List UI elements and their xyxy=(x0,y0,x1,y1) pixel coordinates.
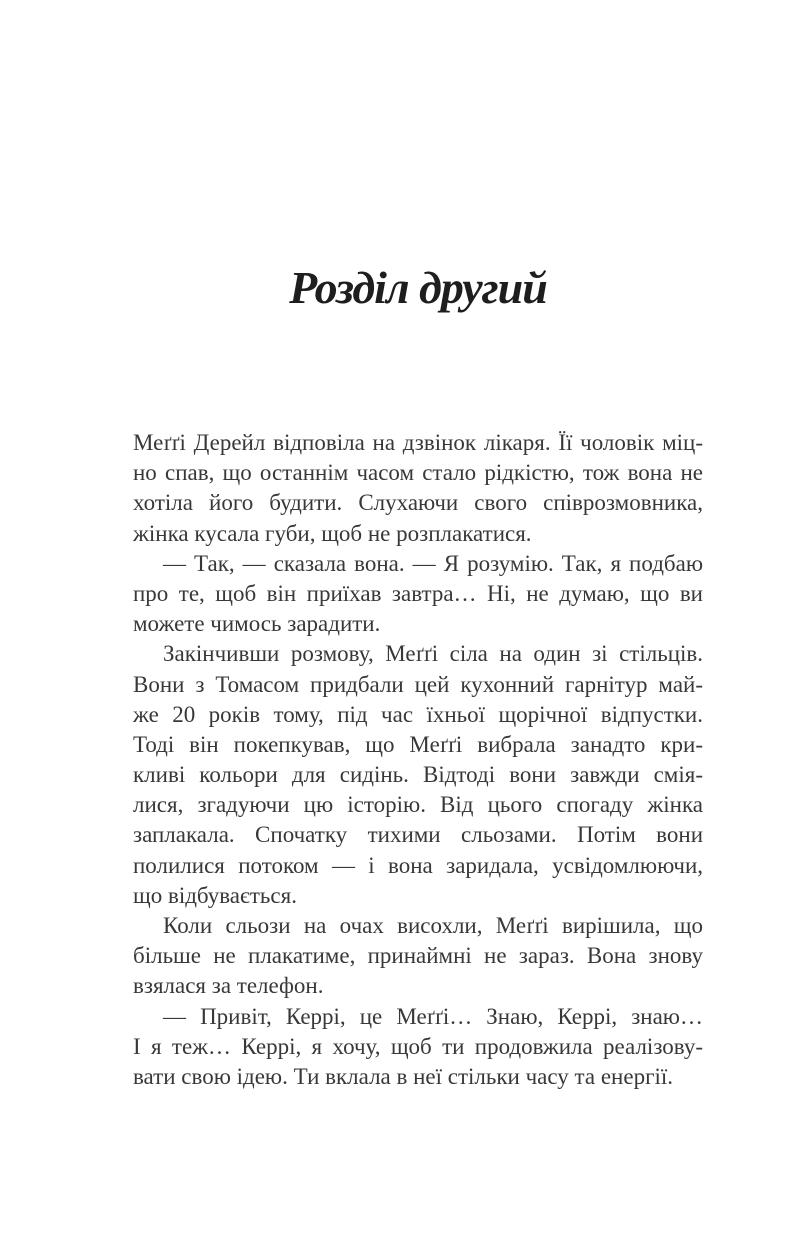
text-line: вати свою ідею. Ти вклала в неї стільки часу та енергії. xyxy=(133,1063,674,1089)
text-line: жінка кусала губи, щоб не розплакатися. xyxy=(133,520,532,546)
paragraph xyxy=(133,1002,703,1093)
text-line: Закінчивши розмову, Меґґі сіла на один зі стільців. xyxy=(163,641,703,667)
text-line: що відбувається. xyxy=(133,882,297,908)
paragraph xyxy=(133,639,703,911)
text-line: взялася за телефон. xyxy=(133,973,324,999)
text-line: про те, щоб він приїхав завтра… Ні, не думаю, що ви xyxy=(133,580,703,606)
text-line: лися, згадуючи цю історію. Від цього спогаду жінка xyxy=(133,792,703,818)
text-line: же 20 років тому, під час їхньої щорічної відпустки. xyxy=(133,701,703,727)
text-line: Меґґі Дерейл відповіла на дзвінок лікаря. Її чоловік міц- xyxy=(133,430,703,455)
text-block xyxy=(133,428,703,1092)
text-line: хотіла його будити. Слухаючи свого співрозмовника, xyxy=(133,490,703,516)
text-line: І я теж… Керрі, я хочу, щоб ти продовжила реалізову- xyxy=(133,1033,703,1059)
text-line: Тоді він покепкував, що Меґґі вибрала занадто кри- xyxy=(133,731,703,757)
text-line: більше не плакатиме, принаймні не зараз. Вона знову xyxy=(133,943,703,969)
paragraph xyxy=(133,911,703,1002)
paragraph xyxy=(133,428,703,549)
paragraph xyxy=(133,549,703,640)
text-line: кливі кольори для сидінь. Відтоді вони завжди смія- xyxy=(133,762,703,788)
text-line: можете чимось зарадити. xyxy=(133,611,381,637)
text-line: — Так, — сказала вона. — Я розумію. Так, я подбаю xyxy=(163,550,703,576)
text-line: полилися потоком — і вона заридала, усвідомлюючи, xyxy=(133,852,703,878)
text-line: Коли сльози на очах висохли, Меґґі вирішила, що xyxy=(163,913,703,938)
chapter-title: Розділ другий xyxy=(289,262,547,313)
text-line: заплакала. Спочатку тихими сльозами. Потім вони xyxy=(133,822,703,848)
text-line: но спав, що останнім часом стало рідкістю, тож вона не xyxy=(133,460,703,486)
text-line: Вони з Томасом придбали цей кухонний гарнітур май- xyxy=(133,671,703,697)
text-line: — Привіт, Керрі, це Меґґі… Знаю, Керрі, знаю… xyxy=(163,1003,703,1029)
